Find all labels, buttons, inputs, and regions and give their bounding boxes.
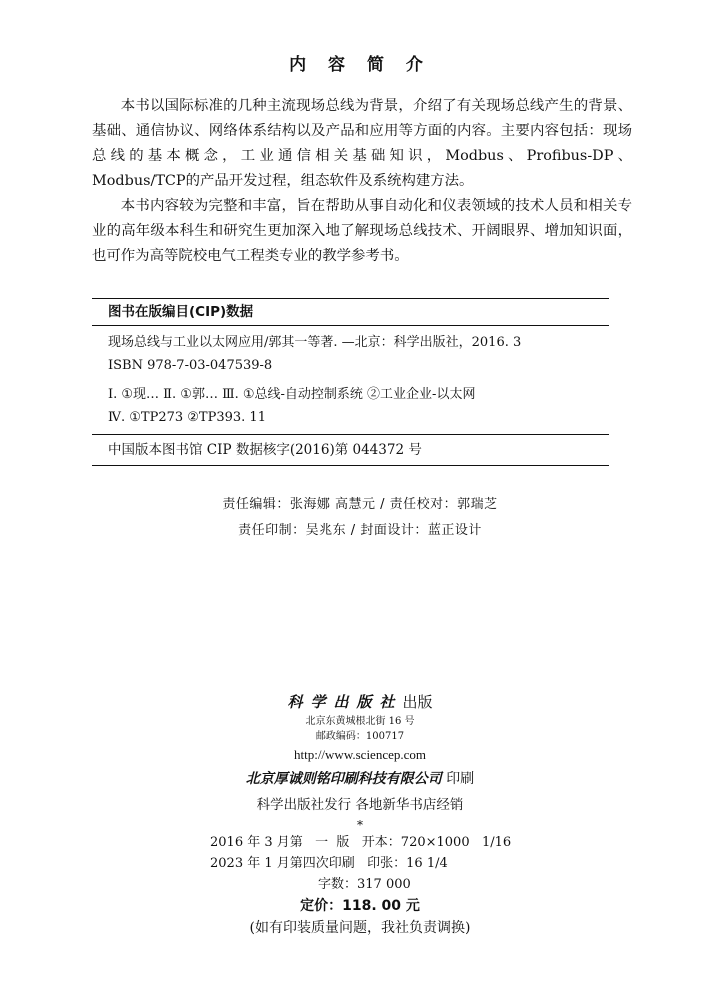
printing-line: 2023 年 1 月第四次印刷 印张：16 1/4	[210, 856, 448, 871]
cip-record-number: 中国版本图书馆 CIP 数据核字(2016)第 044372 号	[108, 442, 422, 458]
summary-paragraph: 本书内容较为完整和丰富，旨在帮助从事自动化和仪表领域的技术人员和相关专业的高年级本科生和研究生更加深入地了解现场总线技术、开阔眼界、增加知识面，也可作为高等院校电气工程类专业的教学参考书。	[92, 198, 632, 264]
editorial-credits	[0, 492, 720, 544]
cip-heading: 图书在版编目(CIP)数据	[92, 299, 609, 326]
summary-paragraph: 本书以国际标准的几种主流现场总线为背景，介绍了有关现场总线产生的背景、基础、通信协议、网络体系结构以及产品和应用等方面的内容。主要内容包括：现场总线的基本概念，工业通信相关基础知识，Modbus、Profibus-DP、Modbus/TCP的产品开发过程，组态软件及系统构建方法。	[92, 98, 632, 189]
publisher-address: 北京东黄城根北街 16 号	[305, 716, 415, 727]
cip-classification-line: Ⅳ. ①TP273 ②TP393. 11	[108, 410, 266, 425]
printer-logo-text: 北京厚诚则铭印刷科技有限公司	[245, 771, 442, 787]
edition-specs	[210, 832, 511, 895]
publisher-imprint	[0, 690, 720, 832]
cip-isbn-line: ISBN 978-7-03-047539-8	[108, 358, 273, 373]
publisher-line	[0, 690, 720, 714]
edition-line: 2016 年 3 月第 一 版 开本：720×1000 1/16	[210, 835, 512, 850]
page-title: 内 容 简 介	[289, 55, 431, 75]
cip-record-box	[92, 298, 609, 466]
price-line: 定价：118. 00 元	[300, 898, 420, 914]
credits-line: 责任印制：吴兆东 / 封面设计：蓝正设计	[238, 523, 482, 538]
publisher-logo-text: 科学出版社	[287, 693, 403, 711]
separator-star: *	[357, 818, 363, 832]
distribution-line: 科学出版社发行 各地新华书店经销	[256, 797, 464, 813]
publisher-postcode: 邮政编码：100717	[315, 731, 405, 742]
cip-bibliographic-block	[92, 326, 609, 435]
publisher-suffix: 出版	[402, 693, 433, 711]
credits-line: 责任编辑：张海娜 高慧元 / 责任校对：郭瑞芝	[222, 497, 498, 512]
cip-subject-line: Ⅰ. ①现… Ⅱ. ①郭… Ⅲ. ①总线-自动控制系统 ②工业企业-以太网	[108, 387, 476, 402]
content-summary	[92, 94, 632, 269]
printer-suffix: 印刷	[446, 771, 475, 787]
printer-line	[0, 766, 720, 792]
cip-title-line: 现场总线与工业以太网应用/郭其一等著. —北京：科学出版社，2016. 3	[108, 335, 522, 350]
publisher-url: http://www.sciencep.com	[293, 747, 426, 762]
word-count-line: 字数：317 000	[318, 877, 411, 892]
quality-notice: (如有印装质量问题，我社负责调换)	[249, 920, 471, 936]
